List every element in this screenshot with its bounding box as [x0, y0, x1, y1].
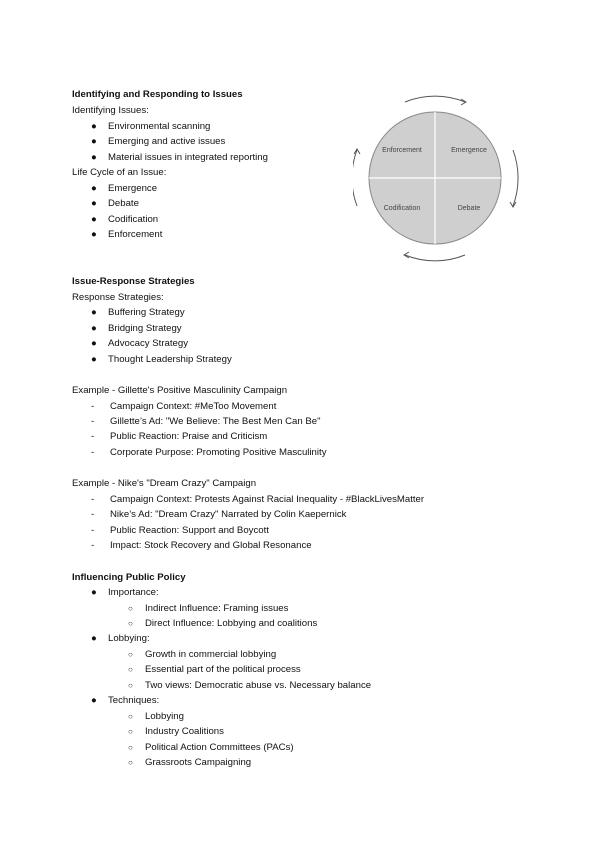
right-arc-arrow: [513, 150, 518, 206]
arrowhead-icon: [510, 202, 516, 207]
lifecycle-label: Life Cycle of an Issue:: [72, 167, 167, 178]
gillette-example-title: Example - Gillette's Positive Masculinity Campaign: [72, 385, 288, 396]
quadrant-codification: Codification: [383, 205, 421, 212]
left-arc-arrow: [353, 150, 357, 206]
nike-example-title: Example - Nike's "Dream Crazy" Campaign: [72, 478, 257, 489]
section-heading-policy: Influencing Public Policy: [72, 572, 186, 583]
identifying-issues-label: Identifying Issues:: [72, 105, 149, 116]
section-heading-strategies: Issue-Response Strategies: [72, 276, 195, 287]
top-arc-arrow: [405, 96, 465, 102]
bottom-arc-arrow: [405, 255, 465, 261]
quadrant-emergence: Emergence: [451, 147, 487, 154]
quadrant-debate: Debate: [457, 205, 481, 212]
response-strategies-label: Response Strategies:: [72, 292, 164, 303]
quadrant-enforcement: Enforcement: [382, 147, 422, 154]
arrowhead-icon: [404, 252, 409, 258]
issue-lifecycle-diagram: [353, 94, 519, 262]
arrowhead-icon: [354, 149, 360, 154]
section-heading-identifying: Identifying and Responding to Issues: [72, 89, 243, 100]
arrowhead-icon: [461, 99, 466, 105]
